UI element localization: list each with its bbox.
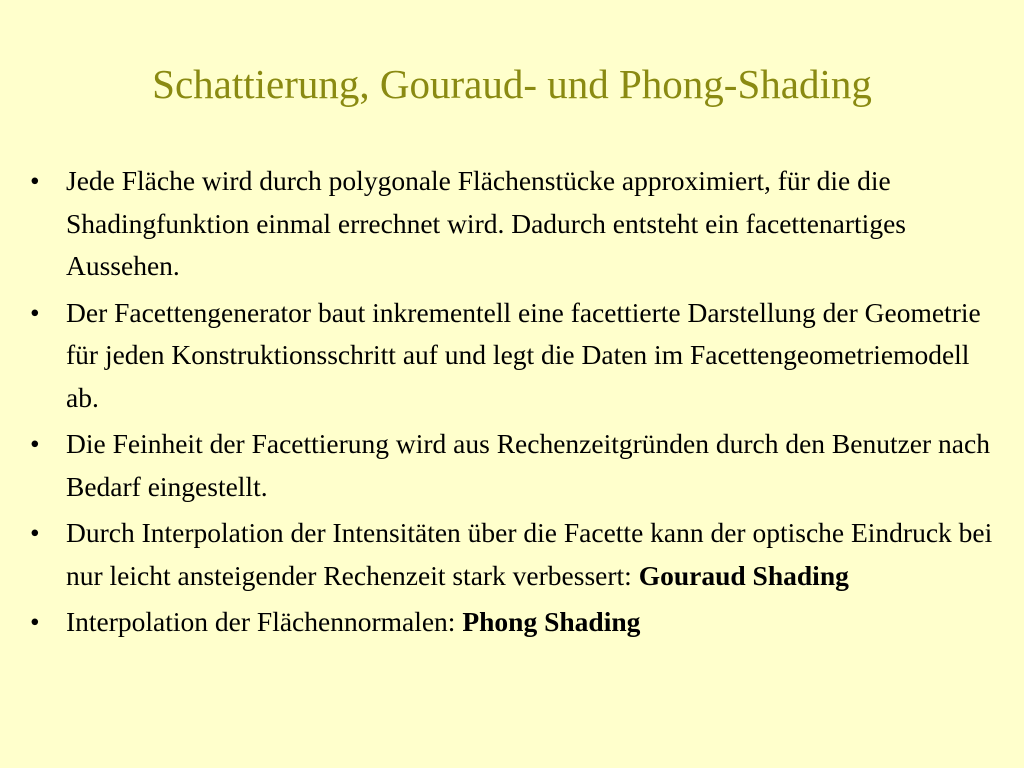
bullet-text: Jede Fläche wird durch polygonale Flächenstücke approximiert, für die die Shadingfunktion einmal errechnet wird. Dadurch entsteht ein facettenartiges Aussehen. [66, 165, 906, 281]
bullet-item-2 [30, 292, 1005, 420]
slide-title: Schattierung, Gouraud- und Phong-Shading [152, 61, 872, 107]
bullet-icon: • [30, 428, 40, 459]
bullet-text: Interpolation der Flächennormalen: [66, 606, 463, 637]
bullet-text: Durch Interpolation der Intensitäten über die Facette kann der optische Eindruck bei nur leicht ansteigender Rechenzeit stark verbessert: [66, 517, 993, 591]
bullet-icon: • [30, 517, 40, 548]
bullet-list [30, 160, 1005, 648]
bullet-icon: • [30, 296, 40, 328]
bullet-text: Der Facettengenerator baut inkrementell eine facettierte Darstellung der Geometrie für jeden Konstruktionsschritt auf und legt die Daten im Facettengeometriemodell ab. [66, 296, 981, 413]
bullet-emphasis: Gouraud Shading [638, 559, 849, 591]
bullet-icon: • [30, 606, 40, 637]
bullet-emphasis: Phong Shading [462, 606, 641, 637]
bullet-item-4 [30, 512, 1005, 597]
bullet-icon: • [30, 165, 40, 196]
bullet-item-1 [30, 160, 1005, 288]
bullet-item-3 [30, 423, 1005, 508]
bullet-item-5 [30, 601, 1005, 644]
bullet-text: Die Feinheit der Facettierung wird aus Rechenzeitgründen durch den Benutzer nach Bedarf eingestellt. [66, 428, 990, 502]
